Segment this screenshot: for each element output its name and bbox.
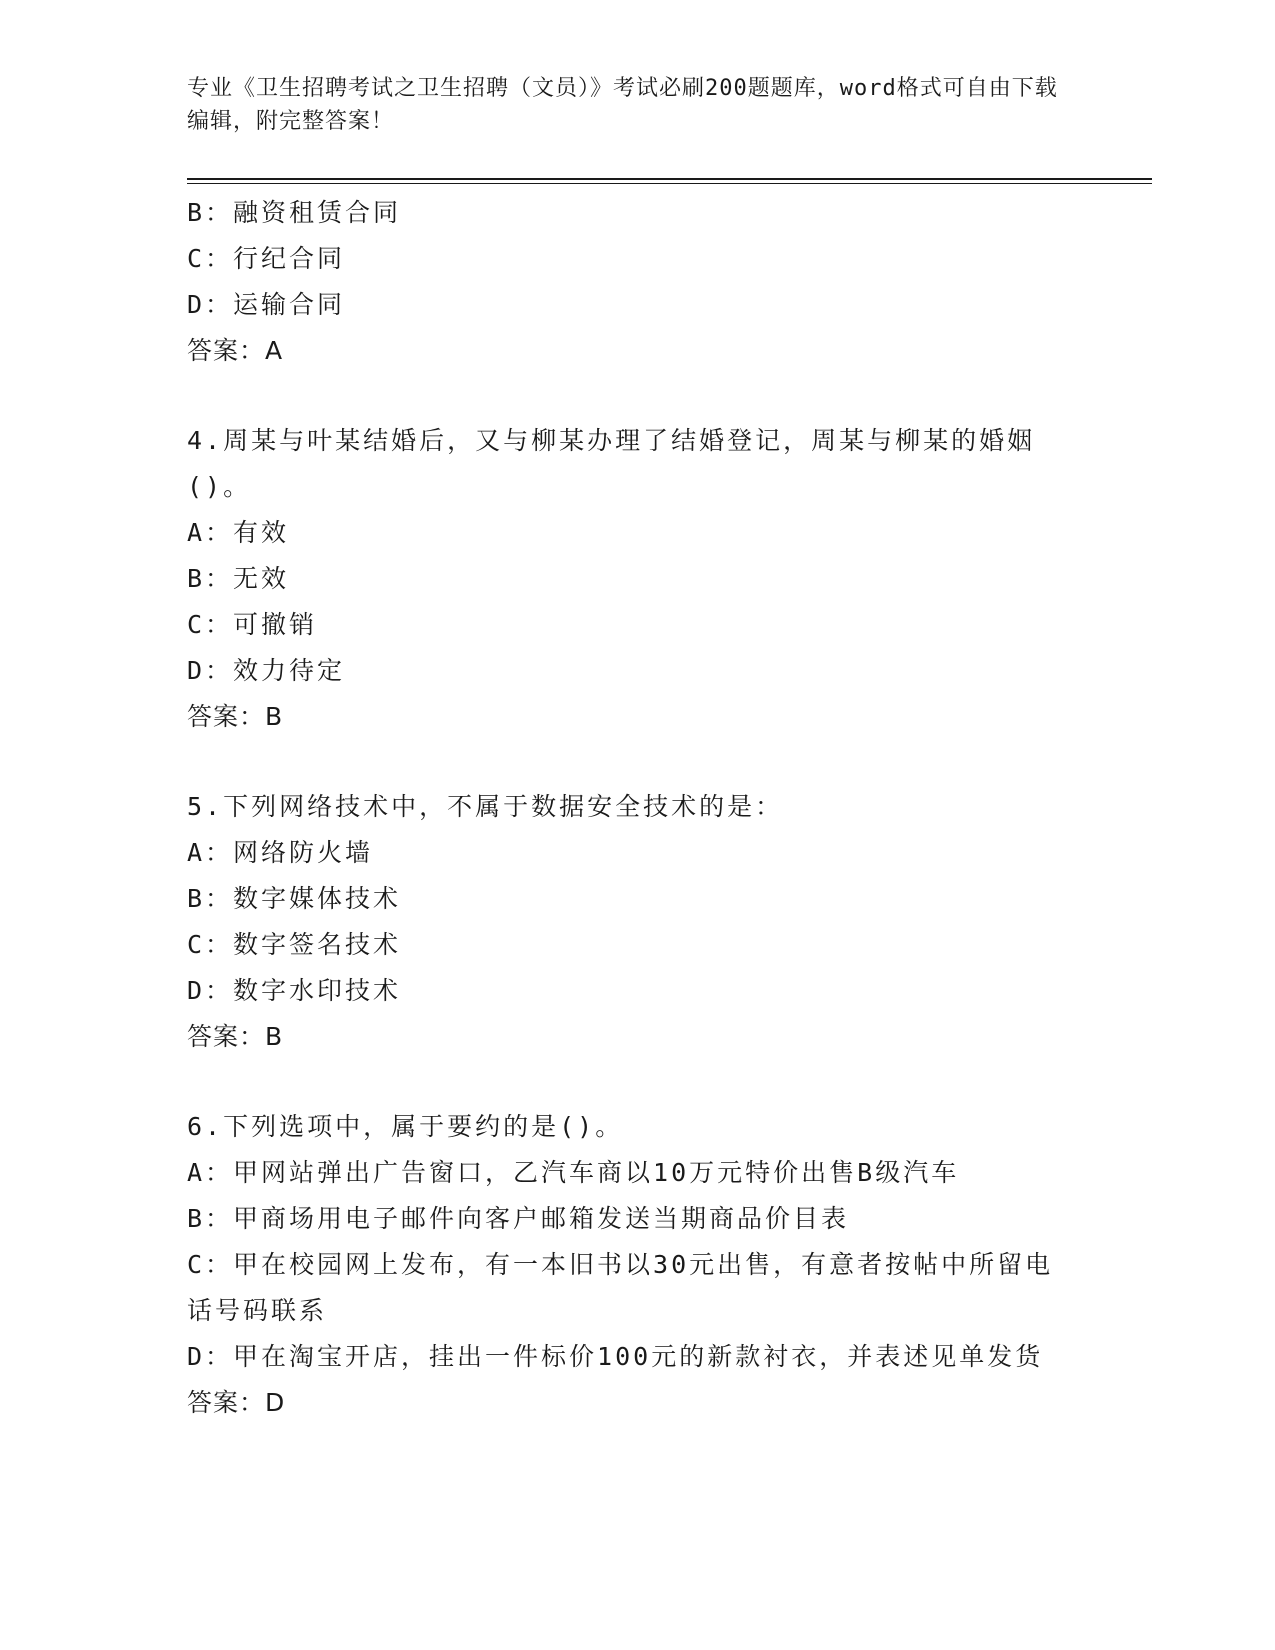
option-b: B：融资租赁合同 [187, 198, 402, 227]
question-gap [187, 1060, 1087, 1104]
option-b: B：无效 [187, 564, 290, 593]
option-c: C：行纪合同 [187, 244, 346, 273]
option-c: C：可撤销 [187, 610, 318, 639]
answer-line: 答案：A [187, 336, 284, 365]
header-rule-thick [187, 178, 1152, 180]
question-3-tail [187, 190, 1087, 374]
question-5 [187, 784, 1087, 1060]
answer-line: 答案：B [187, 1022, 284, 1051]
question-stem: 6.下列选项中，属于要约的是()。 [187, 1112, 624, 1141]
option-a: A：甲网站弹出广告窗口，乙汽车商以10万元特价出售B级汽车 [187, 1158, 960, 1187]
option-a: A：有效 [187, 518, 290, 547]
option-d: D：运输合同 [187, 290, 346, 319]
option-c: C：甲在校园网上发布，有一本旧书以30元出售，有意者按帖中所留电话号码联系 [187, 1250, 1054, 1325]
question-stem: 4.周某与叶某结婚后，又与柳某办理了结婚登记，周某与柳某的婚姻()。 [187, 426, 1036, 501]
option-d: D：效力待定 [187, 656, 346, 685]
header-rule-thin [187, 183, 1152, 184]
question-gap [187, 740, 1087, 784]
question-4 [187, 418, 1087, 740]
option-b: B：数字媒体技术 [187, 884, 402, 913]
question-6 [187, 1104, 1087, 1426]
question-list [187, 190, 1087, 1426]
document-header: 专业《卫生招聘考试之卫生招聘（文员）》考试必刷200题题库，word格式可自由下载编辑，附完整答案！ [187, 76, 1058, 134]
option-b: B：甲商场用电子邮件向客户邮箱发送当期商品价目表 [187, 1204, 850, 1233]
answer-line: 答案：B [187, 702, 284, 731]
answer-line: 答案：D [187, 1388, 286, 1417]
option-d: D：数字水印技术 [187, 976, 402, 1005]
option-d: D：甲在淘宝开店，挂出一件标价100元的新款衬衣，并表述见单发货 [187, 1342, 1044, 1371]
question-stem: 5.下列网络技术中，不属于数据安全技术的是： [187, 792, 784, 821]
question-gap [187, 374, 1087, 418]
option-c: C：数字签名技术 [187, 930, 402, 959]
option-a: A：网络防火墙 [187, 838, 374, 867]
